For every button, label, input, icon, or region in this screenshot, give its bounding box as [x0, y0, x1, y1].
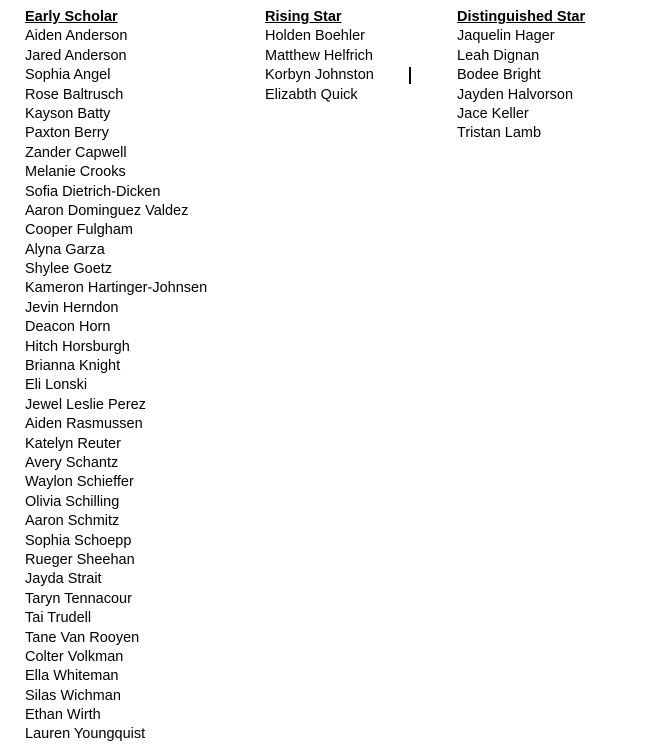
early-scholar-name: Taryn Tennacour	[25, 590, 132, 607]
early-scholar-name: Jayda Strait	[25, 571, 102, 588]
early-scholar-name: Shylee Goetz	[25, 261, 113, 278]
distinguished-star-list	[457, 27, 585, 143]
early-scholar-name: Eli Lonski	[25, 377, 88, 394]
early-scholar-name: Tane Van Rooyen	[25, 629, 140, 646]
early-scholar-name: Kameron Hartinger-Johnsen	[25, 280, 208, 297]
distinguished-star-name: Leah Dignan	[457, 47, 540, 64]
early-scholar-name: Alyna Garza	[25, 241, 105, 258]
early-scholar-name: Olivia Schilling	[25, 493, 120, 510]
early-scholar-name: Sofia Dietrich-Dicken	[25, 183, 161, 200]
early-scholar-name: Ella Whiteman	[25, 668, 119, 685]
distinguished-star-heading: Distinguished Star	[457, 9, 586, 25]
early-scholar-name: Cooper Fulgham	[25, 222, 133, 239]
early-scholar-name: Jevin Herndon	[25, 299, 119, 316]
early-scholar-heading: Early Scholar	[25, 9, 118, 25]
early-scholar-name: Silas Wichman	[25, 687, 121, 704]
early-scholar-name: Tai Trudell	[25, 610, 92, 627]
distinguished-star-name: Bodee Bright	[457, 67, 541, 84]
early-scholar-name: Waylon Schieffer	[25, 474, 134, 491]
early-scholar-name: Kayson Batty	[25, 105, 111, 122]
early-scholar-name: Colter Volkman	[25, 648, 124, 665]
early-scholar-name: Sophia Angel	[25, 67, 111, 84]
distinguished-star-name: Tristan Lamb	[457, 125, 542, 142]
rising-star-name: Matthew Helfrich	[265, 47, 373, 64]
early-scholar-name: Avery Schantz	[25, 454, 119, 471]
early-scholar-name: Rueger Sheehan	[25, 551, 135, 568]
early-scholar-name: Jewel Leslie Perez	[25, 396, 146, 413]
early-scholar-name: Rose Baltrusch	[25, 86, 124, 103]
early-scholar-name: Aaron Dominguez Valdez	[25, 202, 189, 219]
early-scholar-name: Aiden Rasmussen	[25, 416, 143, 433]
early-scholar-name: Melanie Crooks	[25, 164, 126, 181]
rising-star-column	[265, 8, 374, 105]
distinguished-star-name: Jayden Halvorson	[457, 86, 574, 103]
early-scholar-column	[25, 8, 207, 745]
text-cursor	[409, 67, 411, 84]
rising-star-name: Elizabth Quick	[265, 86, 358, 103]
early-scholar-name: Hitch Horsburgh	[25, 338, 130, 355]
distinguished-star-name: Jace Keller	[457, 105, 529, 122]
rising-star-heading: Rising Star	[265, 9, 342, 25]
early-scholar-name: Paxton Berry	[25, 125, 109, 142]
early-scholar-name: Katelyn Reuter	[25, 435, 121, 452]
early-scholar-name: Jared Anderson	[25, 47, 127, 64]
early-scholar-list	[25, 27, 207, 744]
early-scholar-name: Lauren Youngquist	[25, 726, 146, 743]
rising-star-name: Holden Boehler	[265, 28, 365, 45]
distinguished-star-name: Jaquelin Hager	[457, 28, 555, 45]
early-scholar-name: Zander Capwell	[25, 144, 127, 161]
early-scholar-name: Ethan Wirth	[25, 707, 101, 724]
distinguished-star-column	[457, 8, 585, 144]
early-scholar-name: Deacon Horn	[25, 319, 111, 336]
early-scholar-name: Sophia Schoepp	[25, 532, 132, 549]
rising-star-name: Korbyn Johnston	[265, 67, 374, 84]
early-scholar-name: Aiden Anderson	[25, 28, 128, 45]
early-scholar-name: Aaron Schmitz	[25, 513, 120, 530]
early-scholar-name: Brianna Knight	[25, 358, 121, 375]
rising-star-list	[265, 27, 374, 105]
